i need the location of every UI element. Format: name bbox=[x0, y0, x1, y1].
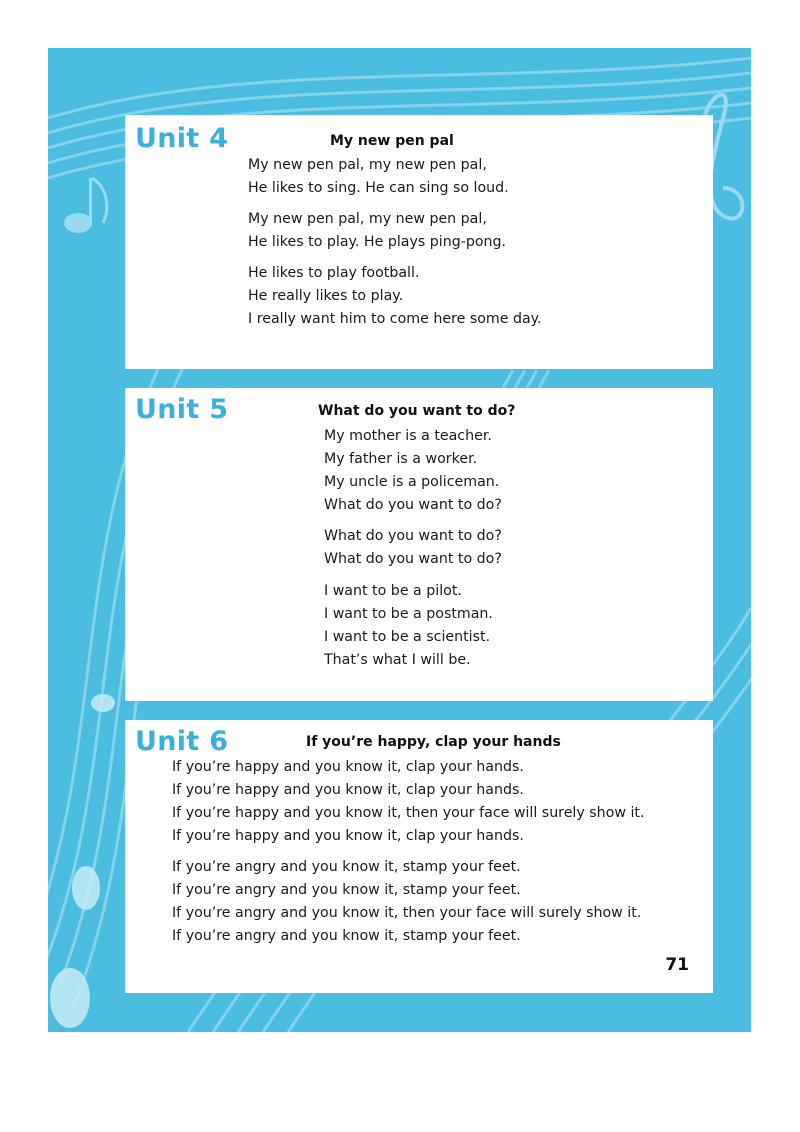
stanza bbox=[248, 154, 509, 200]
lyric-line: If you’re angry and you know it, stamp your feet. bbox=[172, 882, 521, 898]
lyric-line: He really likes to play. bbox=[248, 288, 404, 304]
music-note-icon bbox=[50, 968, 90, 1028]
music-note-icon bbox=[64, 178, 107, 233]
lyric-line: If you’re happy and you know it, clap your hands. bbox=[172, 782, 524, 798]
lyric-line: My mother is a teacher. bbox=[324, 428, 492, 444]
lyric-line: If you’re happy and you know it, clap your hands. bbox=[172, 828, 524, 844]
lyric-line: My new pen pal, my new pen pal, bbox=[248, 157, 487, 173]
lyric-line: If you’re happy and you know it, clap your hands. bbox=[172, 759, 524, 775]
lyric-line: I want to be a postman. bbox=[324, 606, 493, 622]
unit-5-card bbox=[125, 388, 713, 701]
lyric-line: I want to be a scientist. bbox=[324, 629, 491, 645]
lyric-line: My new pen pal, my new pen pal, bbox=[248, 211, 487, 227]
lyric-line: If you’re happy and you know it, then your face will surely show it. bbox=[172, 805, 645, 821]
song-title: My new pen pal bbox=[330, 133, 454, 149]
lyric-line: If you’re angry and you know it, stamp your feet. bbox=[172, 859, 521, 875]
lyric-line: What do you want to do? bbox=[324, 497, 502, 513]
stanza bbox=[172, 856, 641, 948]
unit-label: Unit 4 bbox=[135, 123, 229, 154]
unit-6-card bbox=[125, 720, 713, 993]
lyric-line: He likes to sing. He can sing so loud. bbox=[248, 180, 509, 196]
stanza bbox=[324, 525, 502, 571]
unit-label: Unit 5 bbox=[135, 394, 229, 425]
stanza bbox=[172, 756, 644, 848]
lyric-line: What do you want to do? bbox=[324, 528, 502, 544]
lyric-line: My uncle is a policeman. bbox=[324, 474, 500, 490]
lyric-line: If you’re angry and you know it, stamp your feet. bbox=[172, 928, 521, 944]
lyric-line: If you’re angry and you know it, then your face will surely show it. bbox=[172, 905, 642, 921]
song-title: What do you want to do? bbox=[318, 403, 516, 419]
stanza bbox=[324, 425, 502, 517]
music-note-icon bbox=[72, 866, 100, 910]
lyric-line: That’s what I will be. bbox=[324, 652, 471, 668]
lyric-line: I want to be a pilot. bbox=[324, 583, 462, 599]
page-number: 71 bbox=[665, 955, 689, 975]
stanza bbox=[248, 208, 506, 254]
unit-4-card bbox=[125, 115, 713, 369]
stanza bbox=[248, 262, 542, 331]
stanza bbox=[324, 580, 493, 672]
lyric-line: He likes to play football. bbox=[248, 265, 420, 281]
song-title: If you’re happy, clap your hands bbox=[306, 734, 561, 750]
lyric-line: My father is a worker. bbox=[324, 451, 478, 467]
unit-label: Unit 6 bbox=[135, 726, 229, 757]
lyric-line: What do you want to do? bbox=[324, 551, 502, 567]
music-note-icon bbox=[91, 694, 115, 712]
lyric-line: I really want him to come here some day. bbox=[248, 311, 542, 327]
lyric-line: He likes to play. He plays ping-pong. bbox=[248, 234, 507, 250]
